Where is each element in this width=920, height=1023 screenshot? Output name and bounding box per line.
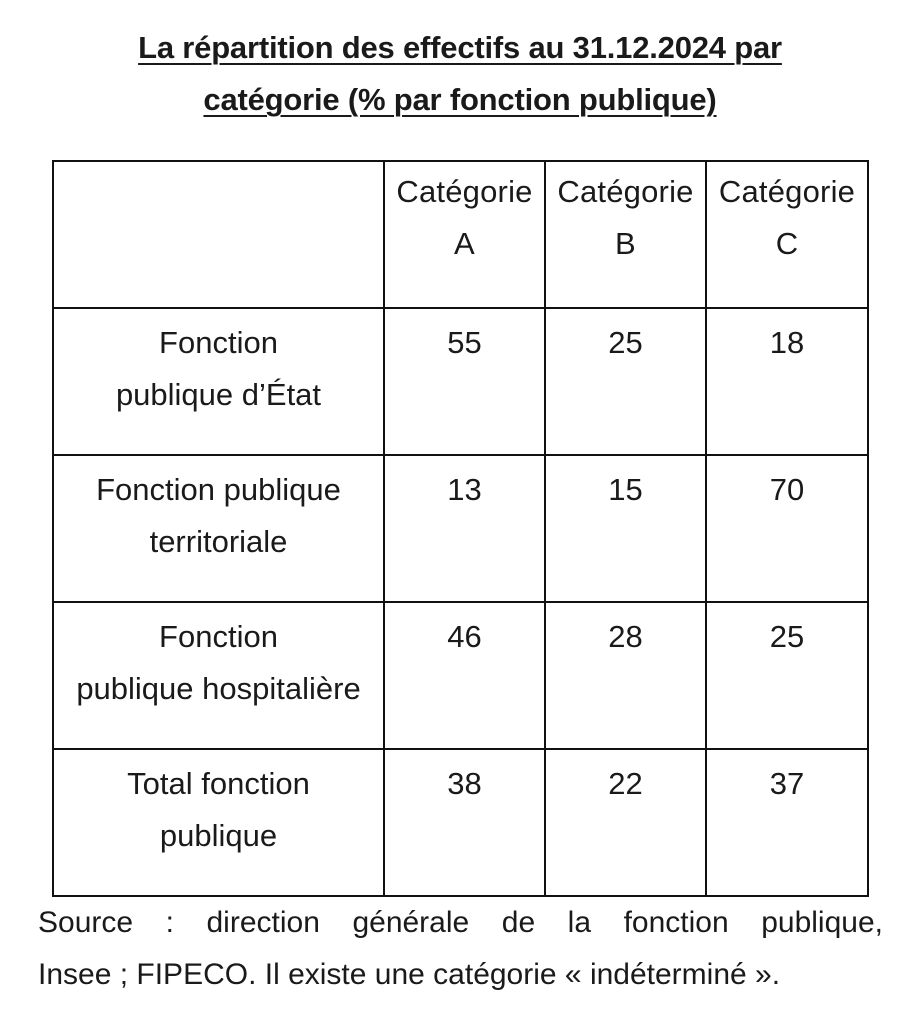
row-header-hospitaliere bbox=[53, 602, 384, 749]
row-header-etat bbox=[53, 308, 384, 455]
column-header-category-c bbox=[706, 161, 868, 308]
cell-etat-c: 18 bbox=[706, 308, 868, 455]
table-row-territoriale bbox=[53, 455, 868, 602]
row-header-territoriale bbox=[53, 455, 384, 602]
cell-territoriale-c: 70 bbox=[706, 455, 868, 602]
row-label-line: publique hospitalière bbox=[76, 671, 361, 706]
column-header-label: Catégorie bbox=[396, 174, 533, 209]
corner-cell bbox=[53, 161, 384, 308]
cell-territoriale-a: 13 bbox=[384, 455, 545, 602]
row-label-line: Fonction bbox=[159, 619, 278, 654]
column-header-letter: B bbox=[615, 226, 636, 261]
cell-total-c: 37 bbox=[706, 749, 868, 896]
title-line-1: La répartition des effectifs au 31.12.2024 par bbox=[138, 30, 782, 65]
row-label-line: publique bbox=[159, 818, 278, 853]
row-label-line: Total fonction bbox=[127, 766, 310, 801]
document-title bbox=[0, 22, 920, 126]
cell-total-b: 22 bbox=[545, 749, 706, 896]
table-row-etat bbox=[53, 308, 868, 455]
column-header-label: Catégorie bbox=[718, 174, 856, 209]
cell-etat-a: 55 bbox=[384, 308, 545, 455]
column-header-category-b bbox=[545, 161, 706, 308]
cell-hospitaliere-c: 25 bbox=[706, 602, 868, 749]
row-label-line: publique d’État bbox=[115, 377, 322, 412]
column-header-category-a bbox=[384, 161, 545, 308]
source-line-2: Insee ; FIPECO. Il existe une catégorie « indéterminé ». bbox=[38, 958, 781, 991]
cell-hospitaliere-a: 46 bbox=[384, 602, 545, 749]
column-header-label: Catégorie bbox=[557, 174, 694, 209]
column-header-letter: C bbox=[775, 226, 799, 261]
staff-distribution-table bbox=[52, 160, 869, 897]
cell-hospitaliere-b: 28 bbox=[545, 602, 706, 749]
title-line-2: catégorie (% par fonction publique) bbox=[203, 82, 717, 117]
source-note bbox=[38, 897, 883, 1001]
table-row-hospitaliere bbox=[53, 602, 868, 749]
source-line-1: Source : direction générale de la fonction publique, bbox=[38, 906, 883, 939]
row-label-line: Fonction publique bbox=[96, 472, 341, 507]
cell-territoriale-b: 15 bbox=[545, 455, 706, 602]
column-header-letter: A bbox=[454, 226, 475, 261]
row-header-total bbox=[53, 749, 384, 896]
row-label-line: Fonction bbox=[159, 325, 278, 360]
row-label-line: territoriale bbox=[149, 524, 288, 559]
table-header-row bbox=[53, 161, 868, 308]
table-row-total bbox=[53, 749, 868, 896]
cell-total-a: 38 bbox=[384, 749, 545, 896]
cell-etat-b: 25 bbox=[545, 308, 706, 455]
